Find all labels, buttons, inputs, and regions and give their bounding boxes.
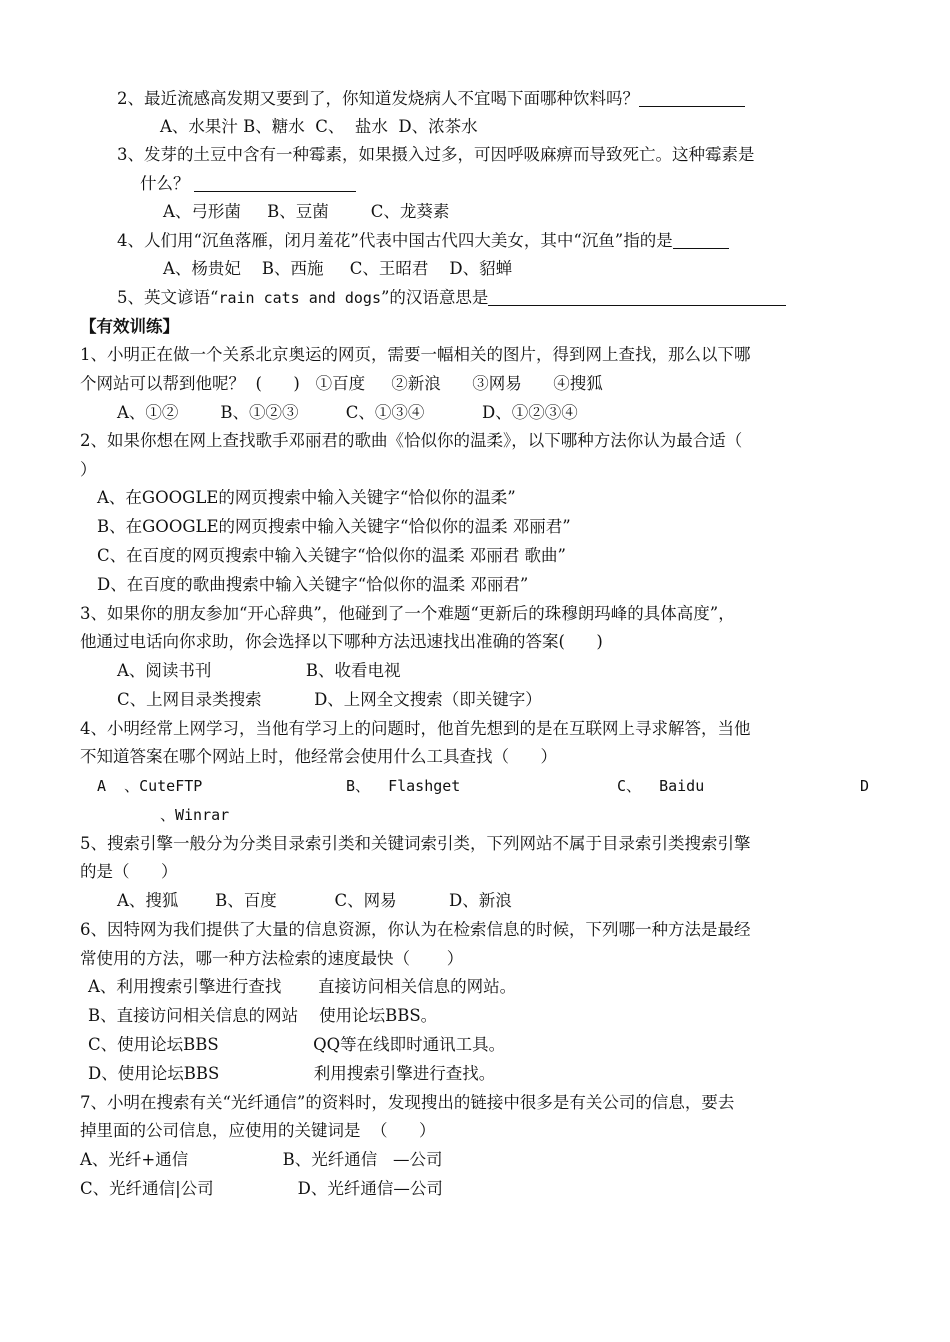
- answer-blank: [673, 232, 729, 249]
- answer-blank: [639, 90, 745, 107]
- train-6-option-a: A、利用搜索引擎进行查找 直接访问相关信息的网站。: [88, 977, 517, 996]
- answer-blank: [488, 289, 786, 306]
- train-7-line-1: 7、小明在搜索有关“光纤通信”的资料时，发现搜出的链接中很多是有关公司的信息，要去: [80, 1093, 735, 1112]
- question-2-options: A、水果汁 B、糖水 C、 盐水 D、浓茶水: [160, 117, 478, 136]
- question-text: 5、英文谚语“: [117, 288, 219, 307]
- train-2-line-1: 2、如果你想在网上查找歌手邓丽君的歌曲《恰似你的温柔》，以下哪种方法你认为最合适（: [80, 431, 743, 450]
- train-2-option-b: B、在GOOGLE的网页搜索中输入关键字“恰似你的温柔 邓丽君”: [97, 517, 571, 536]
- train-1-line-1: 1、小明正在做一个关系北京奥运的网页，需要一幅相关的图片，得到网上查找，那么以下哪: [80, 345, 751, 364]
- train-7-options-ab: A、光纤+通信 B、光纤通信 —公司: [80, 1150, 443, 1169]
- train-5-line-1: 5、搜索引擎一般分为分类目录索引类和关键词索引类，下列网站不属于目录索引类搜索引擎: [80, 834, 751, 853]
- question-3-options: A、弓形菌 B、豆菌 C、龙葵素: [163, 202, 450, 221]
- train-3-line-1: 3、如果你的朋友参加“开心辞典”，他碰到了一个难题“更新后的珠穆朗玛峰的具体高度”，: [80, 604, 735, 623]
- train-1-options: A、①② B、①②③ C、①③④ D、①②③④: [117, 403, 578, 422]
- question-text: 2、最近流感高发期又要到了，你知道发烧病人不宜喝下面哪种饮料吗？: [117, 89, 639, 108]
- question-4-options: A、杨贵妃 B、西施 C、王昭君 D、貂蝉: [163, 259, 513, 278]
- train-4-option-c: C、 Baidu: [617, 777, 705, 795]
- train-2-line-2: ）: [80, 460, 97, 479]
- train-5-options: A、搜狐 B、百度 C、网易 D、新浪: [117, 891, 512, 910]
- question-2: [117, 88, 745, 110]
- train-6-option-d: D、使用论坛BBS 利用搜索引擎进行查找。: [88, 1064, 496, 1083]
- train-5-line-2: 的是（ ）: [80, 862, 178, 881]
- answer-blank: [194, 175, 356, 192]
- train-6-option-c: C、使用论坛BBS QQ等在线即时通讯工具。: [88, 1035, 506, 1054]
- train-2-option-c: C、在百度的网页搜索中输入关键字“恰似你的温柔 邓丽君 歌曲”: [97, 546, 566, 565]
- question-5: [117, 287, 786, 309]
- train-4-option-d: 、Winrar: [160, 806, 230, 824]
- train-3-line-2: 他通过电话向你求助，你会选择以下哪种方法迅速找出准确的答案( ): [80, 632, 603, 651]
- train-2-option-a: A、在GOOGLE的网页搜索中输入关键字“恰似你的温柔”: [97, 488, 516, 507]
- question-3-line-1: 3、发芽的土豆中含有一种霉素，如果摄入过多，可因呼吸麻痹而导致死亡。这种霉素是: [117, 145, 755, 164]
- question-text: 4、人们用“沉鱼落雁，闭月羞花”代表中国古代四大美女，其中“沉鱼”指的是: [117, 231, 673, 250]
- train-4-option-b: B、 Flashget: [346, 777, 461, 795]
- question-4: [117, 230, 729, 252]
- train-4-option-a: A 、CuteFTP: [97, 777, 203, 795]
- train-6-line-2: 常使用的方法，哪一种方法检索的速度最快（ ）: [80, 949, 464, 968]
- train-3-options-ab: A、阅读书刊 B、收看电视: [117, 661, 401, 680]
- question-text: 什么？: [140, 174, 190, 193]
- train-7-options-cd: C、光纤通信|公司 D、光纤通信—公司: [80, 1179, 443, 1198]
- train-7-line-2: 掉里面的公司信息，应使用的关键词是 （ ）: [80, 1121, 436, 1140]
- train-4-option-d-letter: D: [860, 777, 870, 795]
- train-4-line-1: 4、小明经常上网学习，当他有学习上的问题时，他首先想到的是在互联网上寻求解答，当他: [80, 719, 751, 738]
- train-1-line-2: 个网站可以帮到他呢？ ( ) ①百度 ②新浪 ③网易 ④搜狐: [80, 374, 603, 393]
- train-4-line-2: 不知道答案在哪个网站上时，他经常会使用什么工具查找（ ）: [80, 747, 557, 766]
- question-text: ”的汉语意思是: [381, 288, 489, 307]
- section-title: 【有效训练】: [80, 317, 179, 336]
- train-2-option-d: D、在百度的歌曲搜索中输入关键字“恰似你的温柔 邓丽君”: [97, 575, 529, 594]
- question-3-line-2: [140, 173, 356, 195]
- train-6-option-b: B、直接访问相关信息的网站 使用论坛BBS。: [88, 1006, 438, 1025]
- train-3-options-cd: C、上网目录类搜索 D、上网全文搜索（即关键字）: [117, 690, 542, 709]
- train-6-line-1: 6、因特网为我们提供了大量的信息资源，你认为在检索信息的时候，下列哪一种方法是最经: [80, 920, 751, 939]
- english-phrase: rain cats and dogs: [218, 289, 381, 307]
